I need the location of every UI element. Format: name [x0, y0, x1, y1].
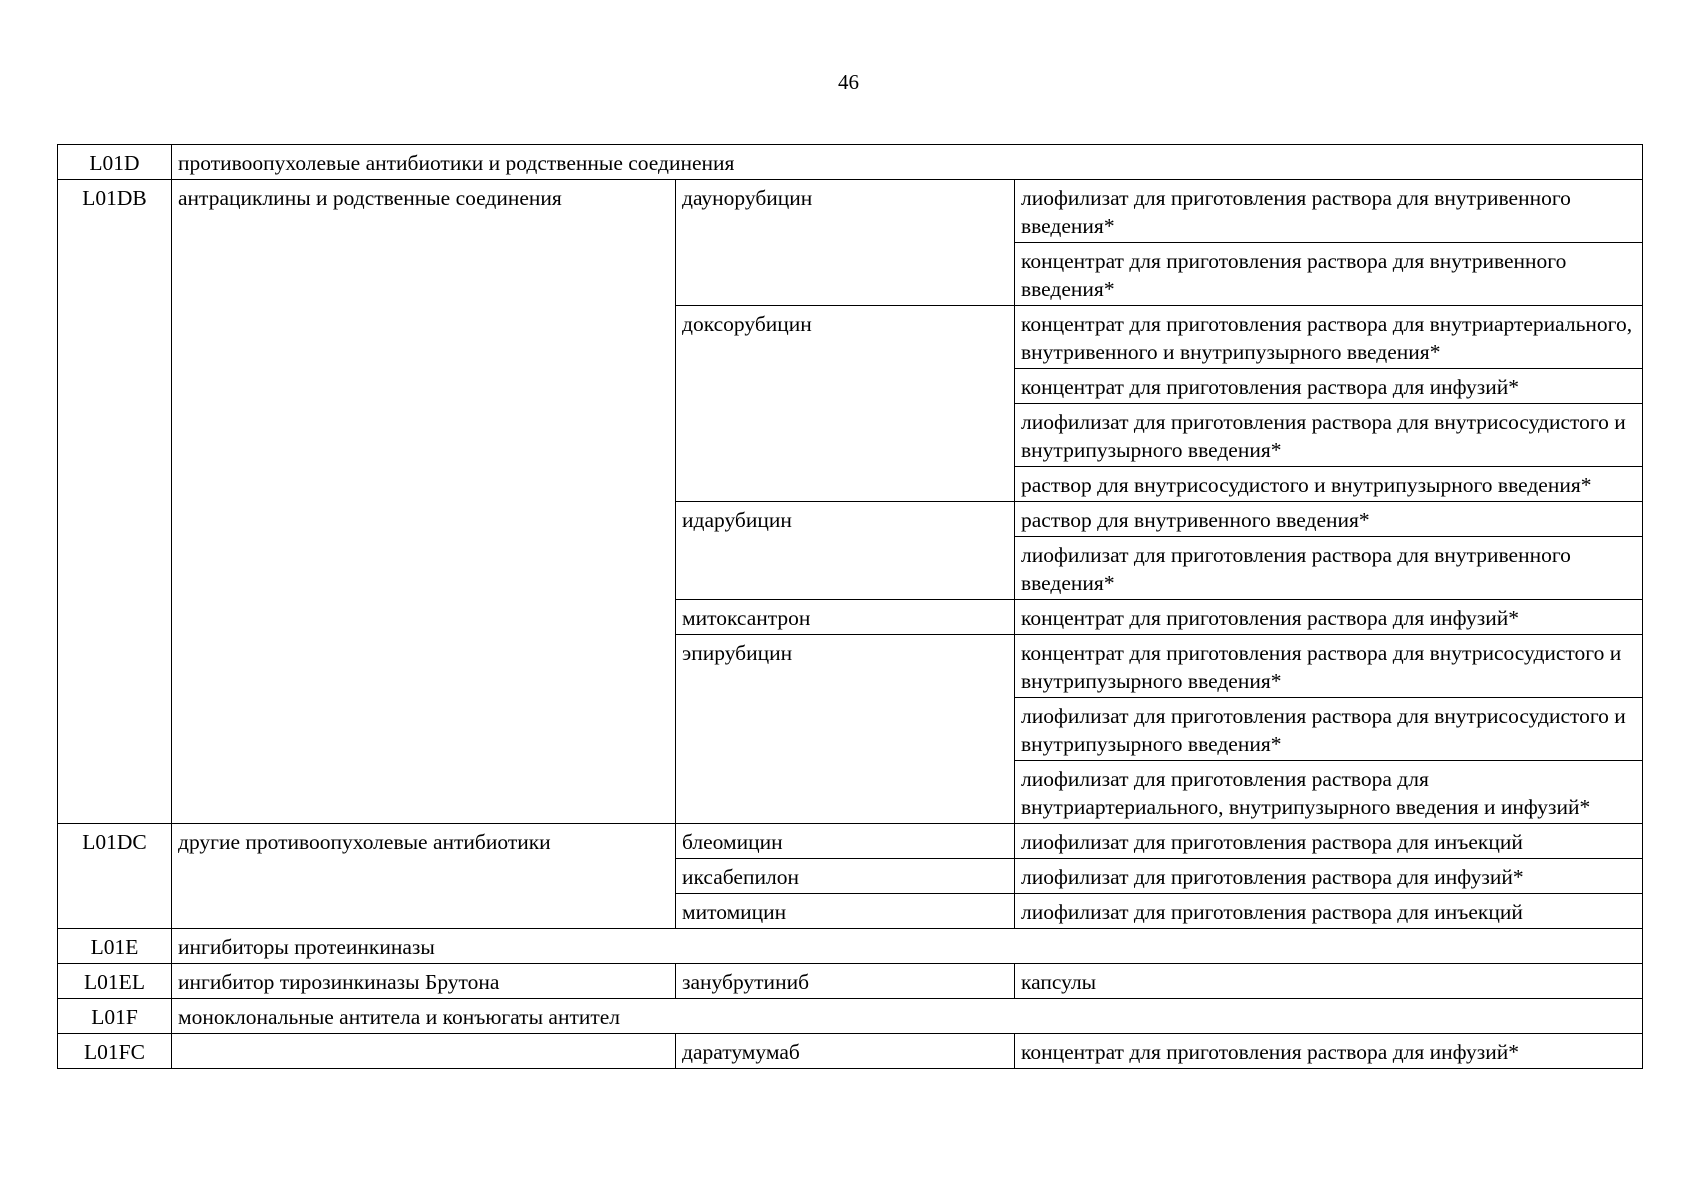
dosage-form: концентрат для приготовления раствора для инфузий* [1015, 1034, 1643, 1069]
drug-name: доксорубицин [676, 306, 1015, 502]
table-row [58, 929, 1643, 964]
dosage-form: лиофилизат для приготовления раствора для внутрисосудистого и внутрипузырного введения* [1015, 698, 1643, 761]
table-row [58, 145, 1643, 180]
drug-name: митомицин [676, 894, 1015, 929]
dosage-form: лиофилизат для приготовления раствора для внутривенного введения* [1015, 537, 1643, 600]
drug-name: даунорубицин [676, 180, 1015, 306]
drug-name: занубрутиниб [676, 964, 1015, 999]
dosage-form: раствор для внутрисосудистого и внутрипузырного введения* [1015, 467, 1643, 502]
drug-name: даратумумаб [676, 1034, 1015, 1069]
group-description: другие противоопухолевые антибиотики [172, 824, 676, 929]
table-row [58, 999, 1643, 1034]
drug-name: блеомицин [676, 824, 1015, 859]
dosage-form: концентрат для приготовления раствора для внутривенного введения* [1015, 243, 1643, 306]
atc-code: L01D [58, 145, 172, 180]
dosage-form: концентрат для приготовления раствора для внутрисосудистого и внутрипузырного введения* [1015, 635, 1643, 698]
atc-code: L01E [58, 929, 172, 964]
atc-code: L01F [58, 999, 172, 1034]
drug-name: идарубицин [676, 502, 1015, 600]
group-description: противоопухолевые антибиотики и родственные соединения [172, 145, 1643, 180]
drug-table [57, 144, 1643, 1069]
dosage-form: лиофилизат для приготовления раствора для внутривенного введения* [1015, 180, 1643, 243]
atc-code: L01EL [58, 964, 172, 999]
group-description: ингибиторы протеинкиназы [172, 929, 1643, 964]
dosage-form: лиофилизат для приготовления раствора для инъекций [1015, 894, 1643, 929]
dosage-form: лиофилизат для приготовления раствора для инфузий* [1015, 859, 1643, 894]
group-description: моноклональные антитела и конъюгаты антител [172, 999, 1643, 1034]
dosage-form: концентрат для приготовления раствора для инфузий* [1015, 369, 1643, 404]
table-row [58, 824, 1643, 859]
drug-name: иксабепилон [676, 859, 1015, 894]
atc-code: L01FC [58, 1034, 172, 1069]
dosage-form: лиофилизат для приготовления раствора для внутрисосудистого и внутрипузырного введения* [1015, 404, 1643, 467]
dosage-form: лиофилизат для приготовления раствора для внутриартериального, внутрипузырного введения и инфузий* [1015, 761, 1643, 824]
group-description: антрациклины и родственные соединения [172, 180, 676, 824]
page-number: 46 [838, 70, 859, 94]
table-row [58, 180, 1643, 243]
dosage-form: капсулы [1015, 964, 1643, 999]
dosage-form: концентрат для приготовления раствора для внутриартериального, внутривенного и внутрипузырного введения* [1015, 306, 1643, 369]
group-description: ингибитор тирозинкиназы Брутона [172, 964, 676, 999]
atc-code: L01DB [58, 180, 172, 824]
drug-name: митоксантрон [676, 600, 1015, 635]
dosage-form: лиофилизат для приготовления раствора для инъекций [1015, 824, 1643, 859]
drug-name: эпирубицин [676, 635, 1015, 824]
table-row [58, 1034, 1643, 1069]
dosage-form: раствор для внутривенного введения* [1015, 502, 1643, 537]
table-row [58, 964, 1643, 999]
dosage-form: концентрат для приготовления раствора для инфузий* [1015, 600, 1643, 635]
atc-code: L01DC [58, 824, 172, 929]
group-description [172, 1034, 676, 1069]
